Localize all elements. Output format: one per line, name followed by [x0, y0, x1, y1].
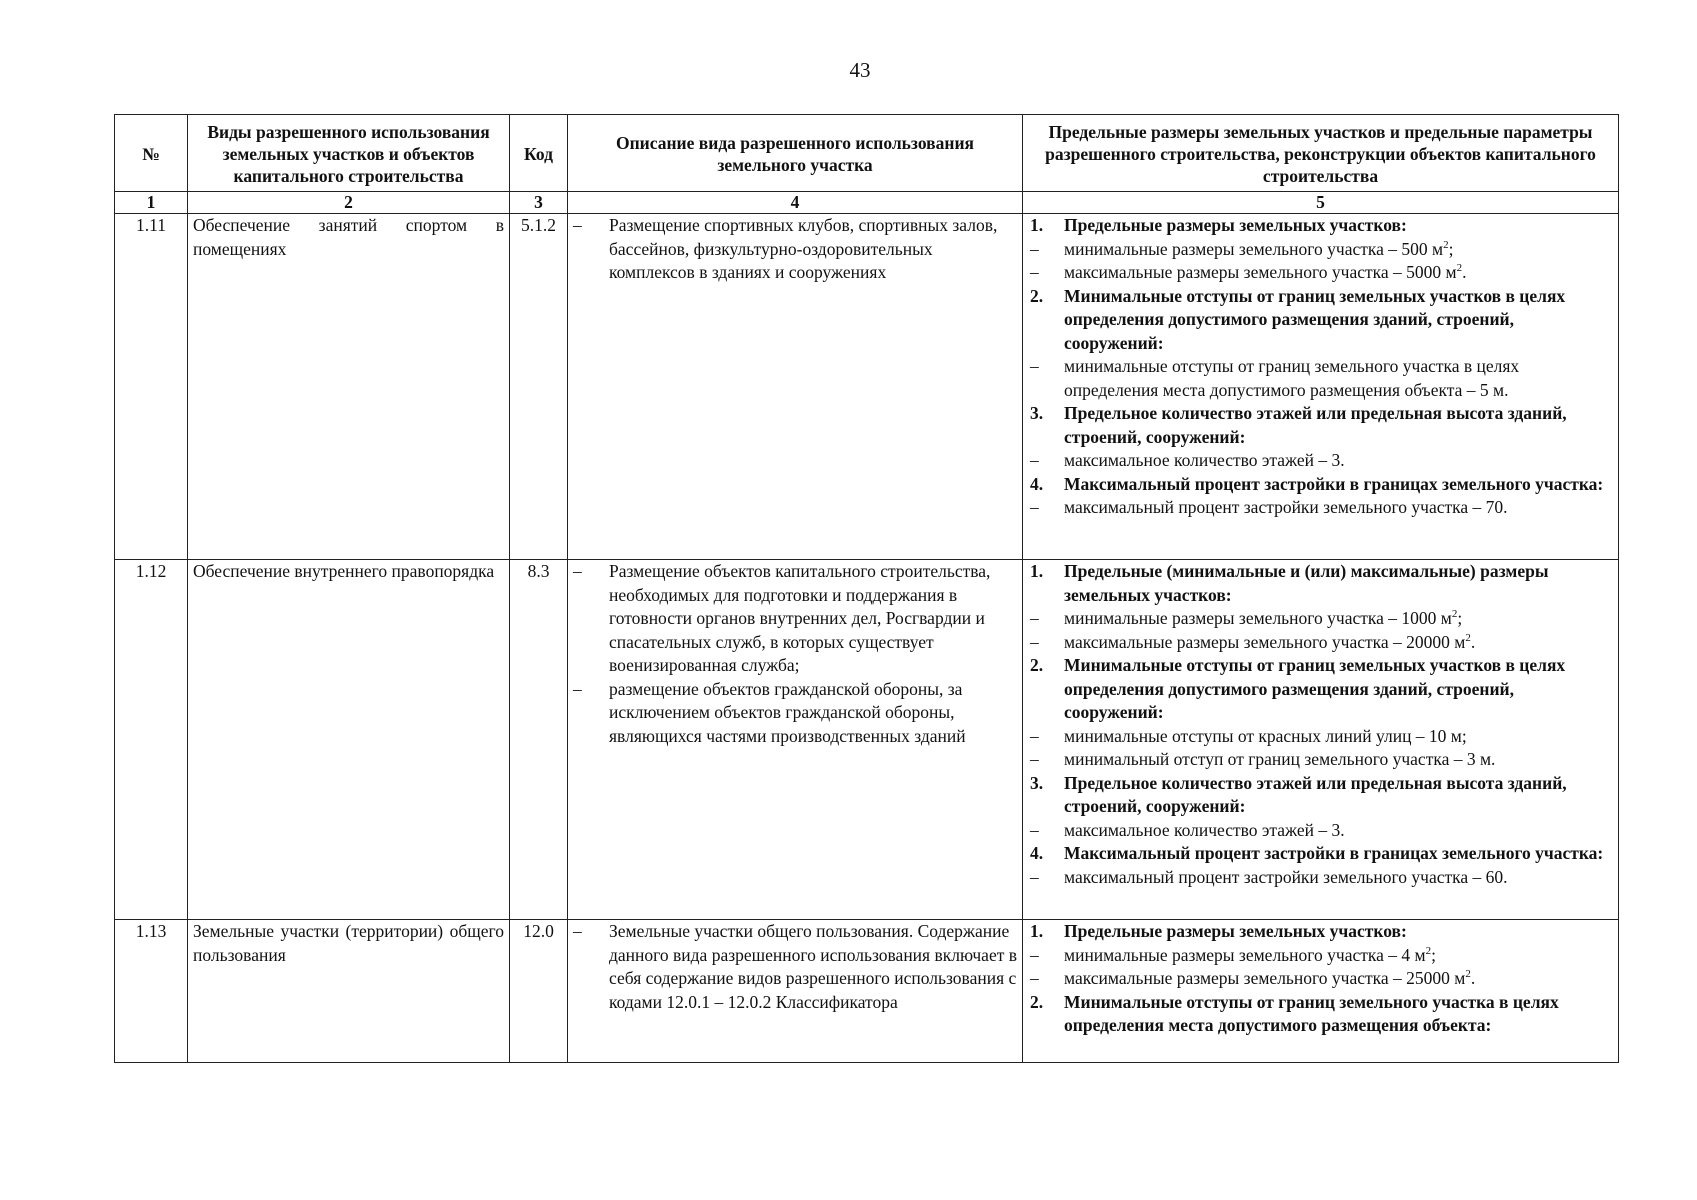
description-item [573, 214, 1017, 285]
dash-bullet-icon: – [1030, 356, 1039, 376]
dash-bullet-icon: – [1030, 819, 1039, 840]
page-number: 43 [849, 58, 871, 82]
parameter-text: минимальный отступ от границ земельного участка – 3 м. [1064, 749, 1496, 769]
header-type: Виды разрешенного использования земельных участков и объектов капитального строительства [188, 115, 510, 192]
dash-bullet-icon: – [1030, 262, 1039, 282]
use-code: 5.1.2 [510, 214, 568, 560]
dash-bullet-icon: – [1030, 238, 1039, 259]
parameter-punctuation: ; [1448, 238, 1454, 259]
parameter-heading [1028, 560, 1613, 607]
item-number: 1. [1030, 921, 1044, 941]
parameter-item [1028, 607, 1613, 631]
unit-superscript: 2 [1465, 631, 1471, 644]
table-row [115, 560, 1619, 920]
table-row [115, 214, 1619, 560]
parameter-heading [1028, 991, 1613, 1038]
unit-superscript: 2 [1425, 944, 1432, 957]
parameter-text: минимальные отступы от границ земельного участка в целях определения места допустимого размещения объекта – 5 м. [1064, 356, 1520, 400]
parameter-text: Минимальные отступы от границ земельных участков в целях определения допустимого размещения зданий, строений, сооружений: [1064, 285, 1566, 353]
row-number: 1.11 [115, 214, 188, 560]
dash-bullet-icon: – [573, 561, 582, 581]
dash-bullet-icon: – [573, 678, 582, 699]
parameter-text: Предельные (минимальные и (или) максимальные) размеры земельных участков: [1064, 561, 1549, 605]
parameter-text: Минимальные отступы от границ земельного участка в целях определения места допустимого размещения объекта: [1064, 991, 1559, 1035]
parameter-heading [1028, 842, 1613, 866]
dash-bullet-icon: – [1030, 631, 1039, 652]
parameter-item [1028, 967, 1613, 991]
parameter-item [1028, 355, 1613, 402]
parameter-text: максимальные размеры земельного участка – 20000 м [1064, 631, 1466, 652]
permitted-use-table [114, 114, 1619, 1063]
column-number: 2 [188, 192, 510, 214]
parameter-text: максимальные размеры земельного участка – 25000 м [1064, 968, 1466, 988]
table-header-row [115, 115, 1619, 192]
parameter-heading [1028, 285, 1613, 356]
use-code: 12.0 [510, 920, 568, 1063]
item-number: 2. [1030, 991, 1044, 1012]
parameter-item [1028, 944, 1613, 968]
parameter-text: Предельное количество этажей или предельная высота зданий, строений, сооружений: [1064, 403, 1567, 447]
dash-bullet-icon: – [1030, 497, 1039, 517]
parameter-heading [1028, 214, 1613, 238]
unit-superscript: 2 [1443, 238, 1449, 251]
parameter-item [1028, 819, 1613, 843]
parameter-punctuation: . [1470, 968, 1476, 988]
parameter-text: минимальные размеры земельного участка – 4 м [1064, 944, 1426, 965]
use-description [568, 214, 1023, 560]
description-text: Размещение объектов капитального строительства, необходимых для подготовки и поддержания в готовности органов внутренних дел, Росгвардии и спасательных служб, в которых существует военизированная служба; [609, 561, 991, 675]
table-row [115, 920, 1619, 1063]
parameter-text: максимальное количество этажей – 3. [1064, 450, 1345, 470]
dash-bullet-icon: – [1030, 608, 1039, 628]
use-type-name: Земельные участки (территории) общего пользования [188, 920, 510, 1063]
header-code: Код [510, 115, 568, 192]
parameter-text: Предельное количество этажей или предельная высота зданий, строений, сооружений: [1064, 772, 1567, 816]
item-number: 2. [1030, 285, 1044, 306]
parameter-text: минимальные размеры земельного участка – 500 м [1064, 238, 1444, 259]
parameter-text: Максимальный процент застройки в границах земельного участка: [1064, 843, 1604, 863]
parameter-heading [1028, 654, 1613, 725]
dash-bullet-icon: – [573, 921, 582, 941]
use-code: 8.3 [510, 560, 568, 920]
dash-bullet-icon: – [1030, 450, 1039, 470]
item-number: 3. [1030, 772, 1044, 793]
column-numbers-row [115, 192, 1619, 214]
column-number: 5 [1023, 192, 1619, 214]
use-type-name: Обеспечение занятий спортом в помещениях [188, 214, 510, 560]
dash-bullet-icon: – [1030, 749, 1039, 769]
parameter-text: Минимальные отступы от границ земельных участков в целях определения допустимого размещения зданий, строений, сооружений: [1064, 655, 1566, 722]
use-type-name: Обеспечение внутреннего правопорядка [188, 560, 510, 920]
unit-superscript: 2 [1465, 968, 1471, 981]
parameter-text: максимальный процент застройки земельного участка – 70. [1064, 497, 1508, 517]
description-item [573, 560, 1017, 678]
parameter-text: максимальное количество этажей – 3. [1064, 819, 1345, 840]
description-item [573, 920, 1017, 1014]
item-number: 1. [1030, 215, 1044, 235]
row-number: 1.12 [115, 560, 188, 920]
parameter-item [1028, 238, 1613, 262]
column-number: 1 [115, 192, 188, 214]
item-number: 3. [1030, 403, 1044, 423]
parameter-item [1028, 748, 1613, 772]
parameter-text: максимальный процент застройки земельного участка – 60. [1064, 866, 1508, 887]
header-description: Описание вида разрешенного использования земельного участка [568, 115, 1023, 192]
parameter-item [1028, 866, 1613, 890]
dash-bullet-icon: – [1030, 968, 1039, 988]
item-number: 4. [1030, 843, 1044, 863]
parameter-text: максимальные размеры земельного участка – 5000 м [1064, 262, 1457, 282]
parameter-punctuation: ; [1431, 944, 1436, 965]
description-text: Земельные участки общего пользования. Содержание данного вида разрешенного использования включает в себя содержание видов разрешенного использования с кодами 12.0.1 – 12.0.2 Классификатора [609, 921, 1018, 1012]
parameter-item [1028, 631, 1613, 655]
parameter-punctuation: . [1470, 631, 1476, 652]
use-description [568, 560, 1023, 920]
use-parameters [1023, 560, 1619, 920]
parameter-punctuation: . [1462, 262, 1467, 282]
parameter-item [1028, 449, 1613, 473]
use-parameters [1023, 920, 1619, 1063]
item-number: 2. [1030, 655, 1044, 675]
item-number: 1. [1030, 561, 1044, 581]
dash-bullet-icon: – [1030, 944, 1039, 965]
parameter-item [1028, 725, 1613, 749]
header-params: Предельные размеры земельных участков и предельные параметры разрешенного строительства, реконструкции объектов капитального строительства [1023, 115, 1619, 192]
parameter-heading [1028, 473, 1613, 497]
header-num: № [115, 115, 188, 192]
parameter-text: Предельные размеры земельных участков: [1064, 921, 1407, 941]
row-number: 1.13 [115, 920, 188, 1063]
parameter-text: минимальные отступы от красных линий улиц – 10 м; [1064, 725, 1467, 746]
column-number: 3 [510, 192, 568, 214]
parameter-text: Максимальный процент застройки в границах земельного участка: [1064, 473, 1604, 494]
parameter-punctuation: ; [1457, 608, 1463, 628]
parameter-text: минимальные размеры земельного участка – 1000 м [1064, 608, 1452, 628]
description-text: размещение объектов гражданской обороны, за исключением объектов гражданской обороны, являющихся частями производственных зданий [609, 678, 966, 746]
parameter-text: Предельные размеры земельных участков: [1064, 215, 1407, 235]
unit-superscript: 2 [1456, 262, 1463, 275]
unit-superscript: 2 [1451, 608, 1458, 621]
dash-bullet-icon: – [573, 215, 582, 235]
use-description [568, 920, 1023, 1063]
parameter-heading [1028, 402, 1613, 449]
dash-bullet-icon: – [1030, 725, 1039, 746]
parameter-item [1028, 261, 1613, 285]
parameter-item [1028, 496, 1613, 520]
parameter-heading [1028, 920, 1613, 944]
parameter-heading [1028, 772, 1613, 819]
use-parameters [1023, 214, 1619, 560]
item-number: 4. [1030, 473, 1044, 494]
description-text: Размещение спортивных клубов, спортивных залов, бассейнов, физкультурно-оздоровительных комплексов в зданиях и сооружениях [609, 215, 998, 282]
description-item [573, 678, 1017, 749]
dash-bullet-icon: – [1030, 866, 1039, 887]
column-number: 4 [568, 192, 1023, 214]
